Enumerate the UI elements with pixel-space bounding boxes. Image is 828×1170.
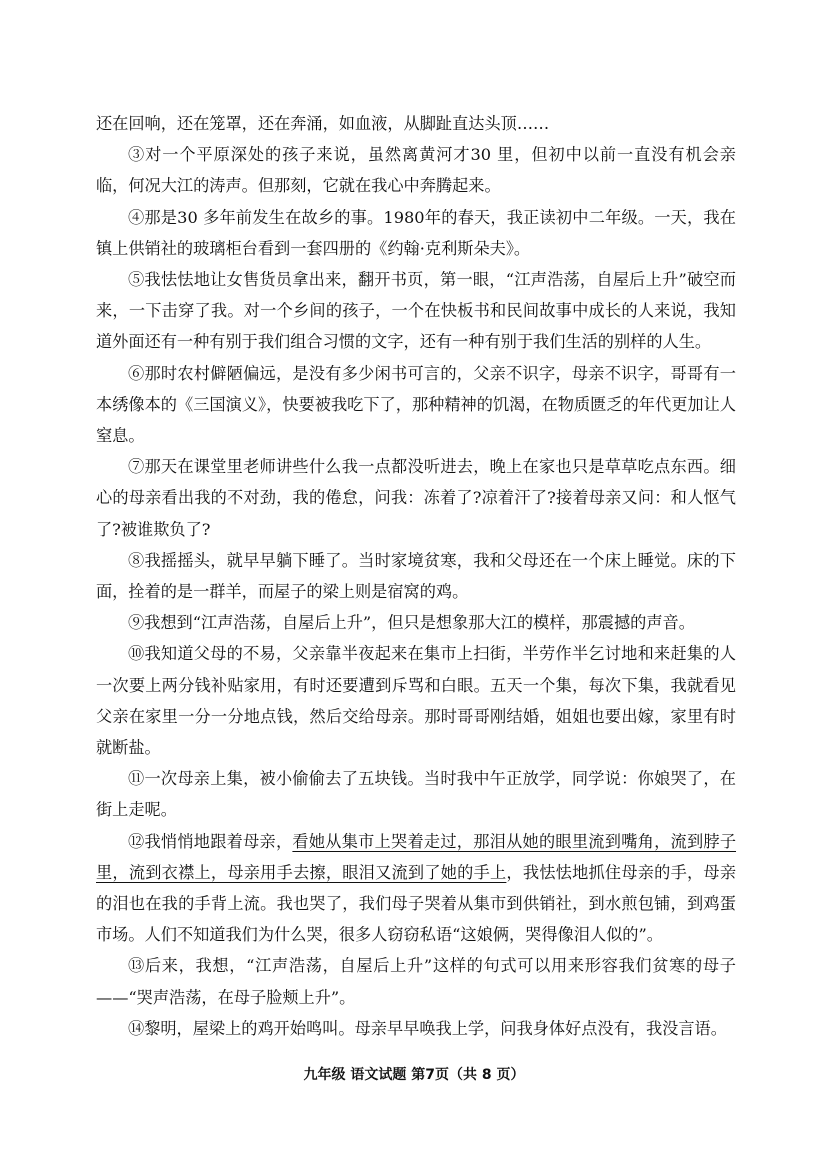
paragraph-14: ⑭黎明，屋梁上的鸡开始鸣叫。母亲早早唤我上学，问我身体好点没有，我没言语。 [128,1018,727,1038]
paragraph-7: ⑦那天在课堂里老师讲些什么我一点都没听进去，晚上在家也只是草草吃点东西。细心的母亲看出我的不对劲，我的倦怠，问我：冻着了?凉着汗了?接着母亲又问：和人怄气了?被谁欺负了? [96,457,736,539]
paragraph-12: ⑫我悄悄地跟着母亲，看她从集市上哭着走过，那泪从她的眼里流到嘴角，流到脖子里，流到衣襟上，母亲用手去擦，眼泪又流到了她的手上，我怯怯地抓住母亲的手，母亲的泪也在我的手背上流。我也哭了，我们母子哭着从集市到供销社，到水煎包铺，到鸡蛋市场。人们不知道我们为什么哭，很多人窃窃私语“这娘俩，哭得像泪人似的”。 [96,831,737,945]
page-footer: 九年级 语文试题 第7页（共 8 页） [303,1067,525,1083]
paragraph-3: ③对一个平原深处的孩子来说，虽然离黄河才30 里，但初中以前一直没有机会亲临，何况大江的涛声。但那刻，它就在我心中奔腾起来。 [96,145,736,196]
paragraph-10: ⑩我知道父母的不易，父亲靠半夜起来在集市上扫街，半劳作半乞讨地和来赶集的人一次要上两分钱补贴家用，有时还要遭到斥骂和白眼。五天一个集，每次下集，我就看见父亲在家里一分一分地点钱，然后交给母亲。那时哥哥刚结婚，姐姐也要出嫁，家里有时就断盐。 [96,644,736,758]
paragraph-6: ⑥那时农村僻陋偏远，是没有多少闲书可言的，父亲不识字，母亲不识字，哥哥有一本绣像本的《三国演义》，快要被我吃下了，那种精神的饥渴，在物质匮乏的年代更加让人窒息。 [96,363,736,446]
paragraph-13: ⑬后来，我想，“江声浩荡，自屋后上升”这样的句式可以用来形容我们贫寒的母子——“哭声浩荡，在母子脸颊上升”。 [96,956,736,1007]
paragraph-9: ⑨我想到“江声浩荡，自屋后上升”，但只是想象那大江的模样，那震撼的声音。 [128,613,695,633]
paragraph-11: ⑪一次母亲上集，被小偷偷去了五块钱。当时我中午正放学，同学说：你娘哭了，在街上走呢。 [96,769,736,820]
paragraph-4: ④那是30 多年前发生在故乡的事。1980年的春天，我正读初中二年级。一天，我在镇上供销社的玻璃柜台看到一套四册的《约翰·克利斯朵夫》。 [96,207,736,258]
paragraph-5: ⑤我怯怯地让女售货员拿出来，翻开书页，第一眼，“江声浩荡，自屋后上升”破空而来，一下击穿了我。对一个乡间的孩子，一个在快板书和民间故事中成长的人来说，我知道外面还有一种有别于我们组合习惯的文字，还有一种有别于我们生活的别样的人生。 [96,270,736,352]
paragraph-8: ⑧我摇摇头，就早早躺下睡了。当时家境贫寒，我和父母还在一个床上睡觉。床的下面，拴着的是一群羊，而屋子的梁上则是宿窝的鸡。 [96,550,736,602]
paragraph-continuation: 还在回响，还在笼罩，还在奔涌，如血液，从脚趾直达头顶…… [96,114,550,133]
underlined-sentence: 看她从集市上哭着走过，那泪从她的眼里流到嘴角，流到脖子里，流到衣襟上，母亲用手去擦，眼泪又流到了她的手上 [96,831,737,882]
passage-text [96,108,736,1044]
